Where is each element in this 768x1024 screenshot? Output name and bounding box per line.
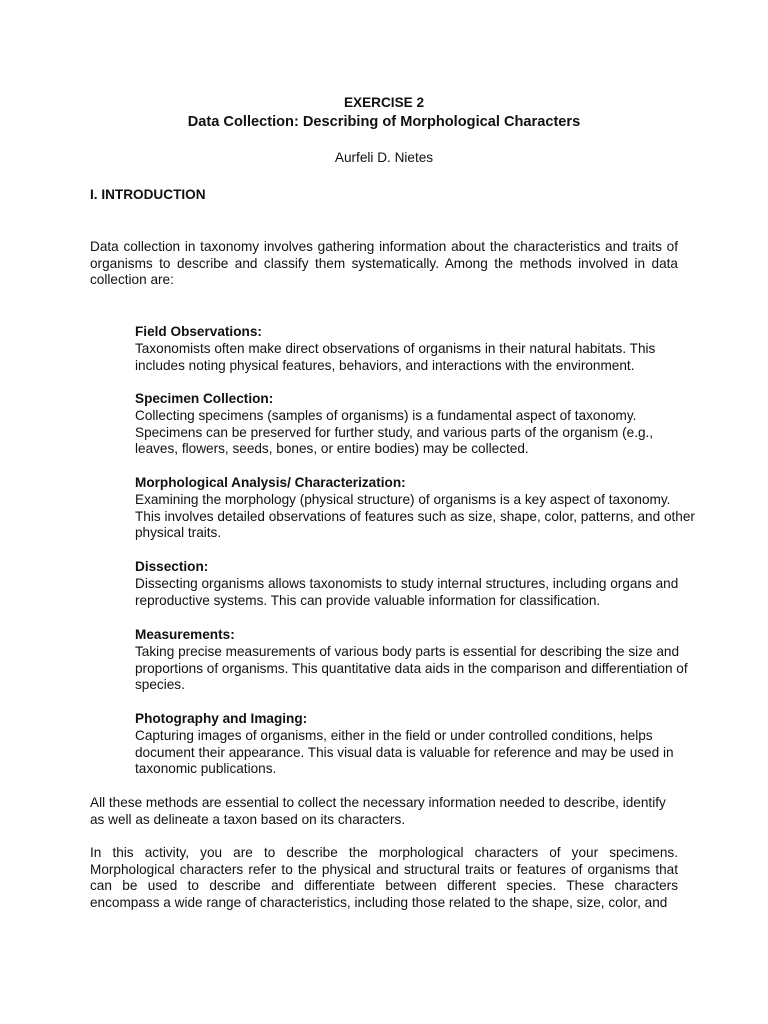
method-body-specimen-collection: Collecting specimens (samples of organisms) is a fundamental aspect of taxonomy. Specimens can be preserved for further study, and various parts of the organism (e.g., leaves, flowers, seeds, bones, or entire bodies) may be collected. xyxy=(135,408,654,457)
exercise-label: EXERCISE 2 xyxy=(343,95,425,110)
method-title-morphological-analysis: Morphological Analysis/ Characterization: xyxy=(135,475,406,490)
summary-paragraph: All these methods are essential to collect the necessary information needed to describe, identify as well as delineate a taxon based on its characters. xyxy=(90,795,666,827)
author-name: Aurfeli D. Nietes xyxy=(334,150,434,165)
method-body-field-observations: Taxonomists often make direct observations of organisms in their natural habitats. This includes noting physical features, behaviors, and interactions with the environment. xyxy=(135,341,656,373)
method-title-dissection: Dissection: xyxy=(135,559,209,574)
activity-paragraph: In this activity, you are to describe the morphological characters of your specimens. Morphological characters refer to the physical and structural traits or features of organisms that can be used to describe and differentiate between different species. These characters encompass a wide range of characteristics, including those related to the shape, size, color, and xyxy=(90,845,678,910)
document-title: Data Collection: Describing of Morphological Characters xyxy=(187,114,581,130)
method-body-dissection: Dissecting organisms allows taxonomists to study internal structures, including organs and reproductive systems. This can provide valuable information for classification. xyxy=(135,576,679,608)
method-title-specimen-collection: Specimen Collection: xyxy=(135,391,274,406)
method-body-photography: Capturing images of organisms, either in the field or under controlled conditions, helps document their appearance. This visual data is valuable for reference and may be used in taxonomic publications. xyxy=(135,728,674,777)
method-body-morphological-analysis: Examining the morphology (physical structure) of organisms is a key aspect of taxonomy. This involves detailed observations of features such as size, shape, color, patterns, and other physical traits. xyxy=(135,492,695,541)
method-body-measurements: Taking precise measurements of various body parts is essential for describing the size and proportions of organisms. This quantitative data aids in the comparison and differentiation of species. xyxy=(135,644,688,693)
method-title-photography: Photography and Imaging: xyxy=(135,711,308,726)
method-title-field-observations: Field Observations: xyxy=(135,324,262,339)
section-heading: I. INTRODUCTION xyxy=(90,187,206,202)
method-title-measurements: Measurements: xyxy=(135,627,235,642)
intro-paragraph: Data collection in taxonomy involves gathering information about the characteristics and traits of organisms to describe and classify them systematically. Among the methods involved in data collection are: xyxy=(90,239,678,288)
